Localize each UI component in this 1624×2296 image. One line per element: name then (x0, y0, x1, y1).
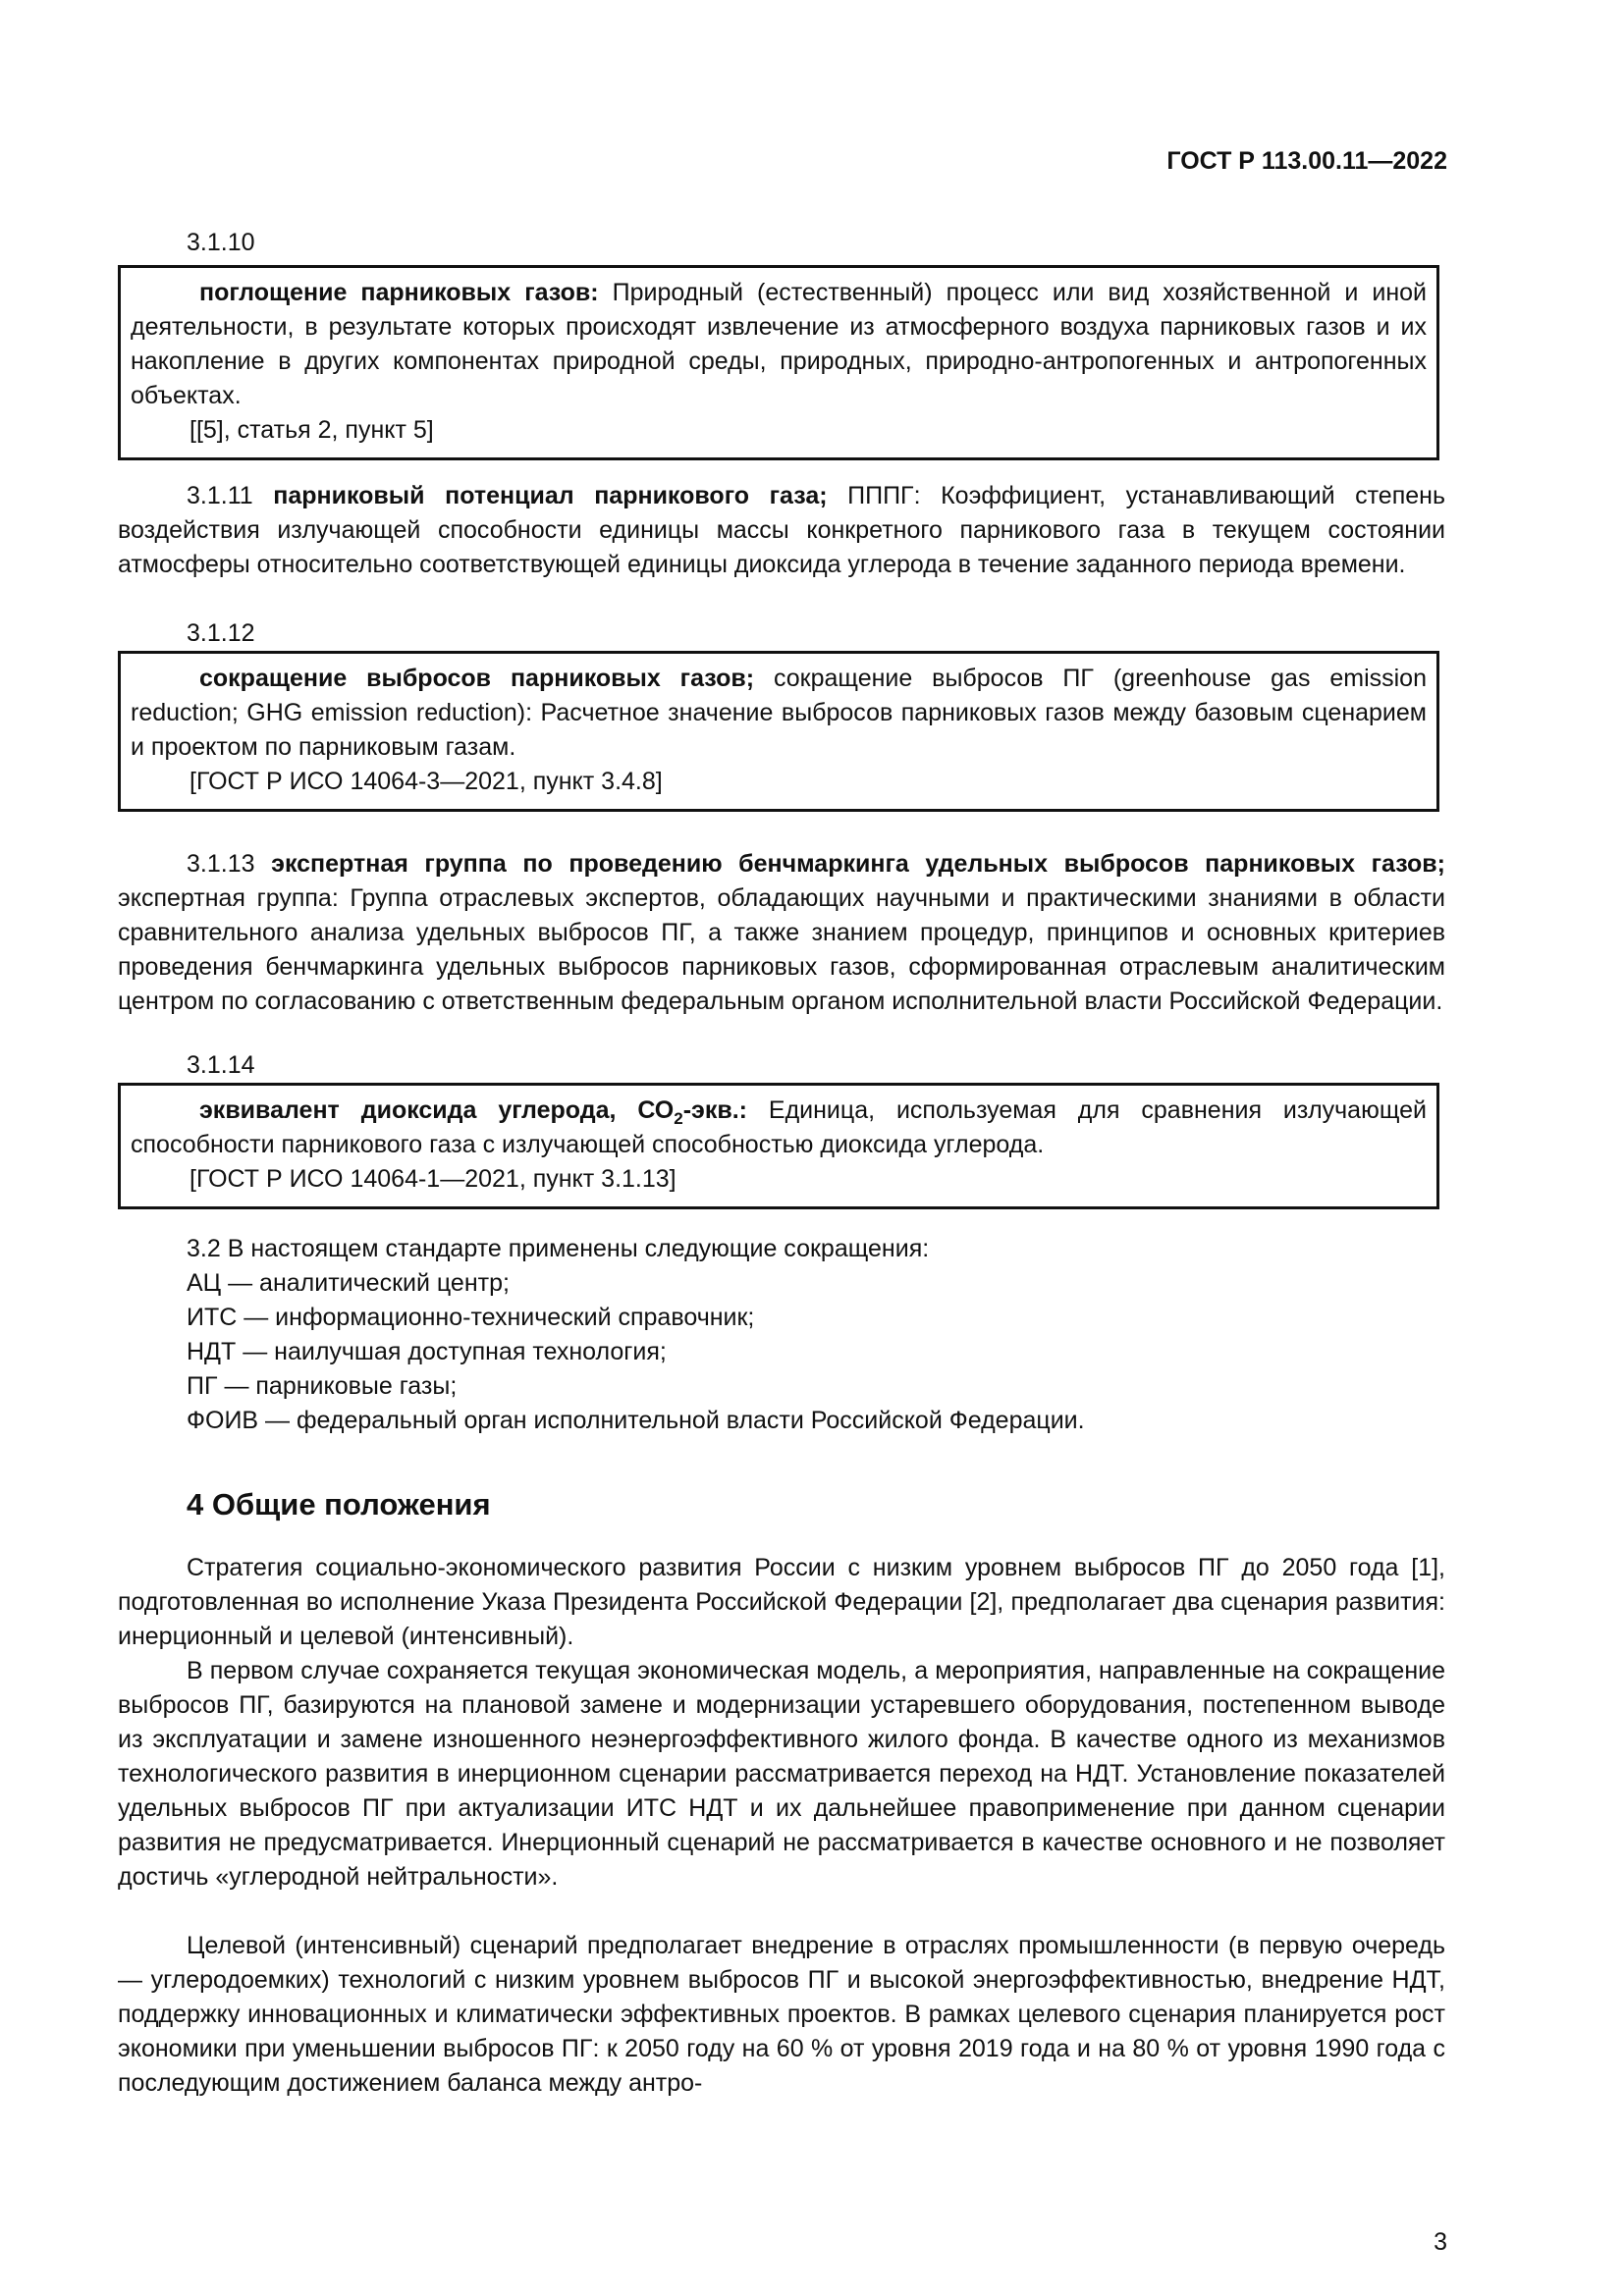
clause-number: 3.1.13 (187, 850, 255, 878)
definition-box-3-1-14 (118, 1083, 1439, 1209)
clause-3-1-11 (118, 479, 1445, 582)
definition-box-3-1-12 (118, 651, 1439, 812)
document-header: ГОСТ Р 113.00.11—2022 (1166, 147, 1447, 175)
definition: ПППГ: Коэффициент, устанавливающий степень воздействия излучающей способности единицы массы конкретного парникового газа в текущем состоянии атмосферы относительно соответствующей единицы диоксида углерода в течение заданного периода времени. (118, 482, 1445, 578)
definition: экспертная группа: Группа отраслевых экспертов, обладающих научными и практическими знаниями в области сравнительного анализа удельных выбросов ПГ, а также знанием процедур, принципов и основных критериев проведения бенчмаркинга удельных выбросов парниковых газов, сформированная отраслевым аналитическим центром по согласованию с ответственным федеральным органом исполнительной власти Российской Федерации. (118, 884, 1445, 1015)
list-item: ПГ — парниковые газы; (187, 1372, 458, 1400)
definition: сокращение выбросов ПГ (greenhouse gas emission reduction; GHG emission reduction): Расчетное значение выбросов парниковых газов между базовым сценарием и проектом по парниковым газам. (131, 665, 1427, 761)
list-item: ИТС — информационно-технический справочник; (187, 1304, 755, 1331)
clause-number: 3.1.11 (187, 482, 253, 509)
abbreviations-intro: 3.2 В настоящем стандарте применены следующие сокращения: (187, 1235, 930, 1262)
definition: Единица, используемая для сравнения излучающей способности парникового газа с излучающей способностью диоксида углерода. (131, 1096, 1427, 1158)
definition-source: [ГОСТ Р ИСО 14064-1—2021, пункт 3.1.13] (189, 1165, 677, 1193)
definition-text (131, 276, 1427, 413)
list-item: НДТ — наилучшая доступная технология; (187, 1338, 667, 1365)
term: сокращение выбросов парниковых газов; (199, 665, 755, 692)
paragraph: Целевой (интенсивный) сценарий предполагает внедрение в отраслях промышленности (в первую очередь — углеродоемких) технологий с низким уровнем выбросов ПГ и высокой энергоэффективностью, внедрение НДТ, поддержку инновационных и климатически эффективных проектов. В рамках целевого сценария планируется рост экономики при уменьшении выбросов ПГ: к 2050 году на 60 % от уровня 2019 года и на 80 % от уровня 1990 года с последующим достижением баланса между антро- (118, 1932, 1445, 2097)
definition-source: [[5], статья 2, пункт 5] (189, 416, 434, 444)
term-part2: -экв.: (682, 1096, 747, 1124)
page-number: 3 (1434, 2228, 1447, 2256)
paragraph: В первом случае сохраняется текущая экономическая модель, а мероприятия, направленные на сокращение выбросов ПГ, базируются на плановой замене и модернизации устаревшего оборудования, постепенном выводе из эксплуатации и замене изношенного неэнергоэффективного жилого фонда. В качестве одного из механизмов технологического развития в инерционном сценарии рассматривается переход на НДТ. Установление показателей удельных выбросов ПГ при актуализации ИТС НДТ и их дальнейшее правоприменение при данном сценарии развития не предусматривается. Инерционный сценарий не рассматривается в качестве основного и не позволяет достичь «углеродной нейтральности». (118, 1657, 1445, 1891)
clause-number-3-1-12: 3.1.12 (187, 619, 255, 647)
definition: Природный (естественный) процесс или вид хозяйственной и иной деятельности, в результате которых происходят извлечение из атмосферного воздуха парниковых газов и их накопление в других компонентах природной среды, природных, природно-антропогенных и антропогенных объектах. (131, 279, 1427, 409)
definition-box-3-1-10 (118, 265, 1439, 460)
term-part1: эквивалент диоксида углерода, СО (199, 1096, 675, 1124)
section-heading: 4 Общие положения (187, 1487, 491, 1522)
term (199, 1096, 747, 1128)
clause-number-3-1-10: 3.1.10 (187, 229, 255, 256)
definition-source: [ГОСТ Р ИСО 14064-3—2021, пункт 3.4.8] (189, 768, 663, 795)
term-subscript: 2 (674, 1109, 683, 1128)
definition-text (131, 1094, 1427, 1162)
term: экспертная группа по проведению бенчмаркинга удельных выбросов парниковых газов; (271, 850, 1446, 878)
list-item: АЦ — аналитический центр; (187, 1269, 510, 1297)
list-item: ФОИВ — федеральный орган исполнительной власти Российской Федерации. (187, 1407, 1085, 1434)
abbreviations-list (187, 1232, 1085, 1438)
clause-3-1-13 (118, 847, 1445, 1019)
definition-text (131, 662, 1427, 765)
clause-number-3-1-14: 3.1.14 (187, 1051, 255, 1079)
paragraph: Стратегия социально-экономического развития России с низким уровнем выбросов ПГ до 2050 года [1], подготовленная во исполнение Указа Президента Российской Федерации [2], предполагает два сценария развития: инерционный и целевой (интенсивный). (118, 1554, 1445, 1650)
term: поглощение парниковых газов: (199, 279, 599, 306)
term: парниковый потенциал парникового газа; (273, 482, 828, 509)
